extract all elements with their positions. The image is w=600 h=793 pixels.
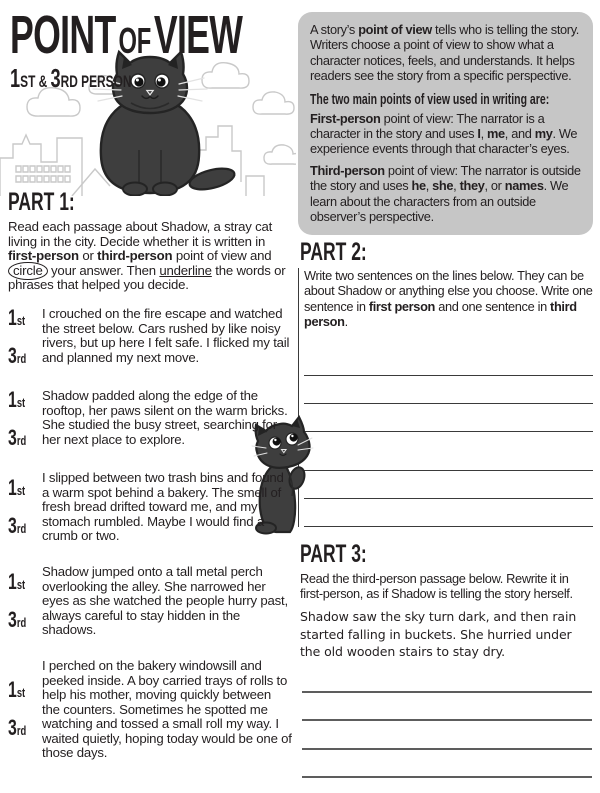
passage-options bbox=[8, 386, 42, 450]
passage-text: I crouched on the fire escape and watched the street below. Cars rushed by like noisy rivers, but up here I felt safe. I flicked my tail and planned my next move. bbox=[42, 305, 290, 365]
option-3rd[interactable]: 3rd bbox=[8, 606, 27, 632]
header bbox=[10, 5, 362, 93]
writing-line[interactable] bbox=[302, 750, 592, 779]
writing-line[interactable] bbox=[304, 404, 593, 432]
writing-line[interactable] bbox=[304, 345, 593, 376]
part2-writing-area bbox=[298, 268, 593, 527]
writing-line[interactable] bbox=[304, 376, 593, 404]
part3-writing-lines bbox=[302, 664, 592, 778]
passage-options bbox=[8, 304, 42, 368]
passage-text: I perched on the bakery windowsill and peeked inside. A boy carried trays of rolls to help his mother, moving quickly between the counters. Sometimes he spotted me watching and tossed a small roll my way. I waited quietly, hoping today would be one of those days. bbox=[42, 657, 292, 761]
subtitle-1: 1 bbox=[10, 63, 21, 93]
passage-options bbox=[8, 565, 42, 638]
option-1st[interactable]: 1st bbox=[8, 677, 26, 703]
writing-line[interactable] bbox=[302, 721, 592, 750]
option-3rd[interactable]: 3rd bbox=[8, 424, 27, 450]
passage-row bbox=[8, 304, 292, 368]
option-1st[interactable]: 1st bbox=[8, 568, 26, 594]
info-intro: A story’s point of view tells who is telling the story. Writers choose a point of view to show what a character notices, feels, and understands. It helps readers see the story from a specific perspective. bbox=[310, 22, 580, 84]
part3-heading: PART 3: bbox=[300, 540, 367, 568]
option-3rd[interactable]: 3rd bbox=[8, 512, 27, 538]
option-3rd[interactable]: 3rd bbox=[8, 342, 27, 368]
part1-section bbox=[8, 190, 292, 782]
passage-row bbox=[8, 565, 292, 638]
title-word-view: VIEW bbox=[153, 5, 243, 65]
writing-line[interactable] bbox=[304, 499, 593, 527]
passage-text: I slipped between two trash bins and found a warm spot behind a bakery. The smell of fresh bread drifted toward me, and my stomach rumbled. Maybe I would find a crumb or two. bbox=[42, 469, 284, 544]
passage-row bbox=[8, 659, 292, 761]
writing-line[interactable] bbox=[302, 693, 592, 722]
writing-line[interactable] bbox=[302, 664, 592, 693]
writing-line[interactable] bbox=[304, 432, 593, 471]
subtitle-person: PERSON bbox=[77, 72, 132, 91]
option-1st[interactable]: 1st bbox=[8, 304, 26, 330]
option-1st[interactable]: 1st bbox=[8, 386, 26, 412]
part1-passages bbox=[8, 304, 292, 761]
title-word-of: OF bbox=[118, 20, 151, 61]
first-person-definition: First-person point of view: The narrator is a character in the story and uses I, me, and my. We experience events through that character’s eyes. bbox=[310, 110, 578, 157]
subtitle-3: 3 bbox=[50, 63, 61, 93]
passage-options bbox=[8, 659, 42, 761]
page-subtitle bbox=[10, 65, 362, 92]
subtitle-rd: RD bbox=[60, 72, 78, 91]
part1-instructions: Read each passage about Shadow, a stray cat living in the city. Decide whether it is written in first-person or third-person point of view and circle your answer. Then underline the words or phrases that helped you decide. bbox=[8, 219, 286, 293]
passage-row bbox=[8, 471, 292, 544]
writing-line[interactable] bbox=[304, 471, 593, 499]
info-heading: The two main points of view used in writing are: bbox=[310, 90, 550, 108]
part2-instructions: Write two sentences on the lines below. They can be about Shadow or anything else you choose. Write one sentence in first person and one sentence in third person. bbox=[304, 268, 593, 330]
part3-instructions: Read the third-person passage below. Rewrite it in first-person, as if Shadow is telling the story herself. bbox=[300, 571, 573, 602]
passage-text: Shadow padded along the edge of the rooftop, her paws silent on the warm bricks. She studied the busy street, searching for her next place to explore. bbox=[42, 387, 288, 447]
option-3rd[interactable]: 3rd bbox=[8, 715, 27, 741]
part2-writing-lines bbox=[304, 345, 593, 527]
page-title bbox=[10, 5, 362, 65]
passage-options bbox=[8, 471, 42, 544]
subtitle-amp: & bbox=[35, 72, 51, 91]
subtitle-st: ST bbox=[20, 72, 36, 91]
option-1st[interactable]: 1st bbox=[8, 474, 26, 500]
part2-heading: PART 2: bbox=[300, 238, 367, 266]
passage-row bbox=[8, 386, 292, 450]
part1-heading: PART 1: bbox=[8, 188, 75, 216]
passage-text: Shadow jumped onto a tall metal perch overlooking the alley. She narrowed her eyes as she watched the people hurry past, always careful to stay hidden in the shadows. bbox=[42, 563, 288, 638]
part3-passage: Shadow saw the sky turn dark, and then rain started falling in buckets. She hurried under the old wooden stairs to stay dry. bbox=[300, 609, 577, 659]
third-person-definition: Third-person point of view: The narrator is outside the story and uses he, she, they, or names. We learn about the characters from an outside observer’s perspective. bbox=[310, 162, 581, 225]
title-word-point: POINT bbox=[10, 5, 116, 65]
